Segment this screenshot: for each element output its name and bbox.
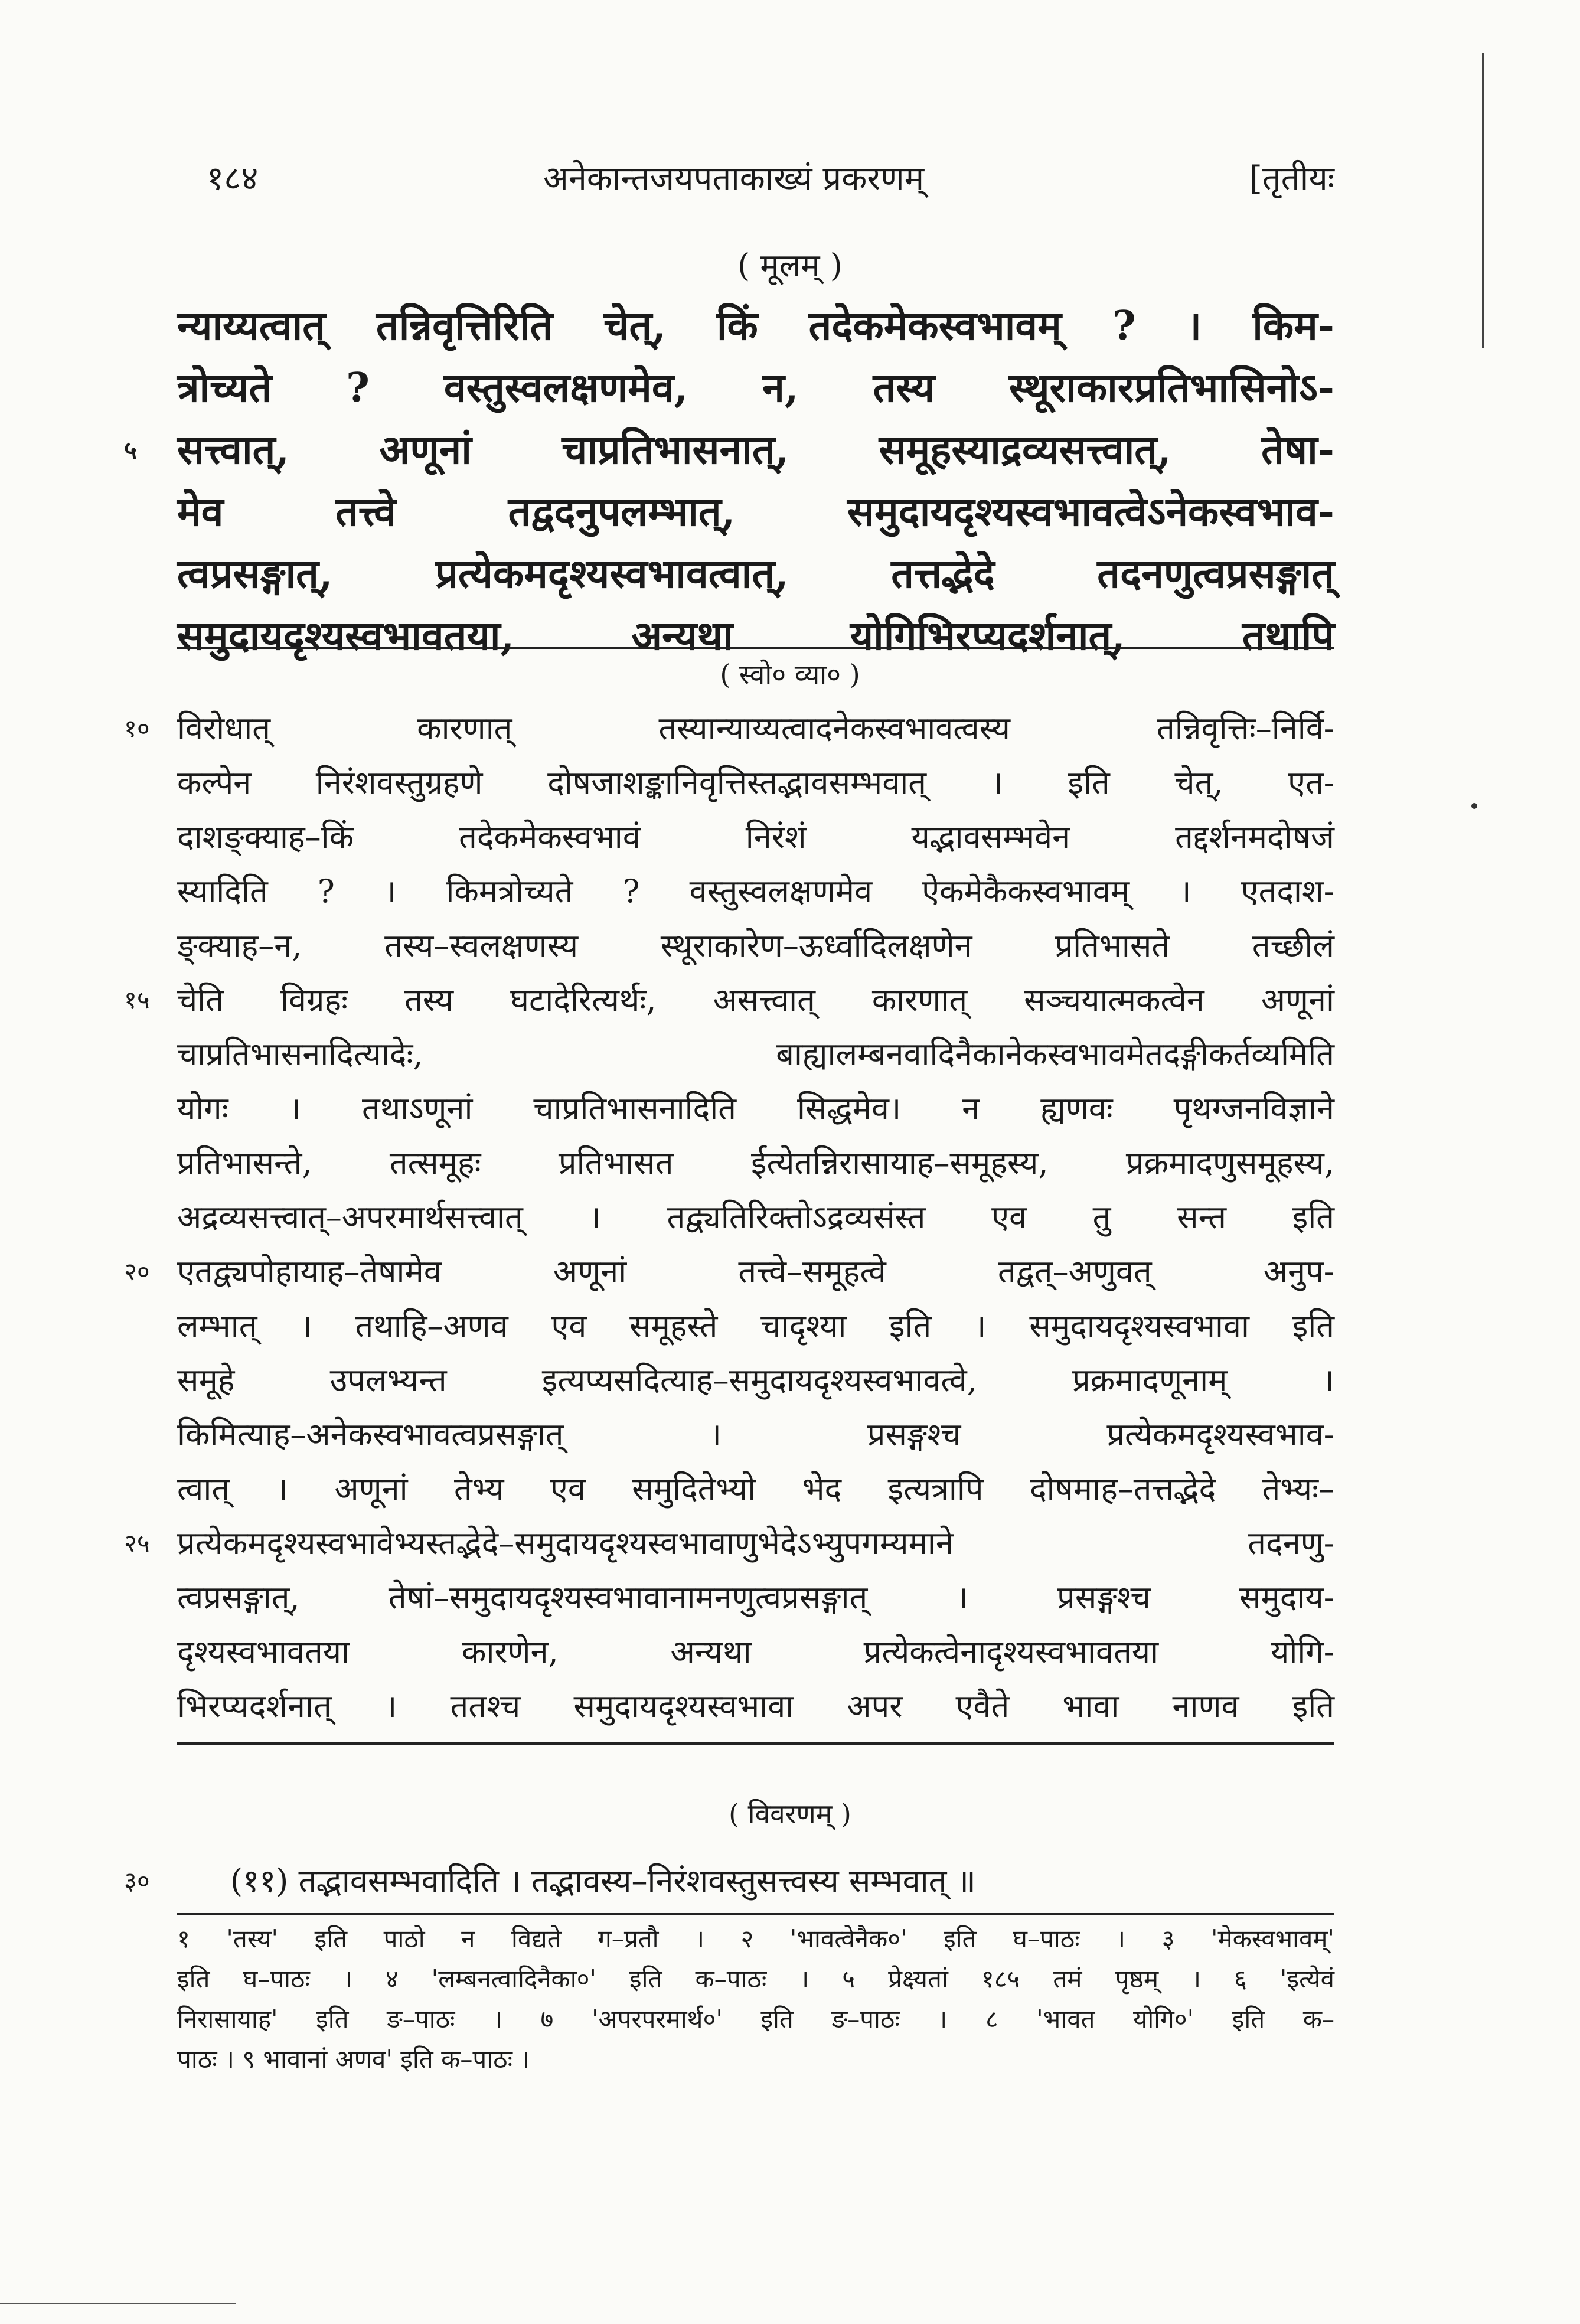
ink-dot [1471, 803, 1477, 809]
mula-line-text: सत्त्वात्, अणूनां चाप्रतिभासनात्, समूहस्याद्रव्यसत्त्वात्, तेषा- [177, 426, 1334, 474]
commentary-line: दृश्यस्वभावतया कारणेन, अन्यथा प्रत्येकत्वेनादृश्यस्वभावतया योगि- [177, 1633, 1334, 1670]
footnotes [177, 1919, 1334, 2080]
commentary-line [124, 1516, 1334, 1571]
commentary-line: त्वप्रसङ्गात्, तेषां–समुदायदृश्यस्वभावानामनणुत्वप्रसङ्गात् । प्रसङ्गश्च समुदाय- [177, 1579, 1334, 1616]
line-number: १५ [124, 985, 150, 1014]
commentary-line: चाप्रतिभासनादित्यादेः, बाह्यालम्बनवादिनैकानेकस्वभावमेतदङ्गीकर्तव्यमिति [177, 1036, 1334, 1073]
commentary-line: अद्रव्यसत्त्वात्–अपरमार्थसत्त्वात् । तद्व्यतिरिक्तोऽद्रव्यसंस्त एव तु सन्त इति [177, 1199, 1334, 1236]
commentary-line: भिरप्यदर्शनात् । ततश्च समुदायदृश्यस्वभावा अपर एवैते भावा नाणव इति [177, 1687, 1334, 1725]
line-number: ३० [124, 1866, 150, 1895]
line-number: २० [124, 1257, 150, 1286]
commentary-line-text: चेति विग्रहः तस्य घटादेरित्यर्थः, असत्त्वात् कारणात् सञ्चयात्मकत्वेन अणूनां [177, 981, 1334, 1019]
footnote-line: इति घ–पाठः । ४ 'लम्बनत्वादिनैका०' इति क–पाठः । ५ प्रेक्ष्यतां १८५ तमं पृष्ठम् । ६ 'इत्येवं [177, 1964, 1334, 1993]
commentary-line: ङ्क्याह–न, तस्य–स्वलक्षणस्य स्थूराकारेण–ऊर्ध्वादिलक्षणेन प्रतिभासते तच्छीलं [177, 927, 1334, 964]
commentary-line: योगः । तथाऽणूनां चाप्रतिभासनादिति सिद्धमेव। न ह्यणवः पृथग्जनविज्ञाने [177, 1090, 1334, 1127]
line-number: १० [124, 714, 150, 743]
line-number: २५ [124, 1529, 150, 1558]
vivarana-line [124, 1854, 1334, 1908]
footnote-line: निरासायाह' इति ङ–पाठः । ७ 'अपरपरमार्थ०' इति ङ–पाठः । ८ 'भावत योगि०' इति क– [177, 2005, 1334, 2034]
commentary-line: कल्पेन निरंशवस्तुग्रहणे दोषजाशङ्कानिवृत्तिस्तद्भावसम्भवात् । इति चेत्, एत- [177, 764, 1334, 801]
commentary-line: समूहे उपलभ्यन्त इत्यप्यसदित्याह–समुदायदृश्यस्वभावत्वे, प्रक्रमादणूनाम् । [177, 1362, 1334, 1399]
commentary-line-text: प्रत्येकमदृश्यस्वभावेभ्यस्तद्भेदे–समुदायदृश्यस्वभावाणुभेदेऽभ्युपगम्यमाने तदनणु- [177, 1525, 1334, 1562]
mula-heading: ( मूलम् ) [737, 247, 843, 284]
footnote-line: पाठः । ९ भावानां अणव' इति क–पाठः । [177, 2045, 530, 2074]
page-edge-mark [1482, 53, 1484, 348]
vivarana-text [124, 1854, 1334, 1908]
mula-line: न्याय्यत्वात् तन्निवृत्तिरिति चेत्, किं तदेकमेकस्वभावम् ? । किम- [177, 302, 1334, 350]
footnote-line: १ 'तस्य' इति पाठो न विद्यते ग–प्रतौ । २ 'भावत्वेनैक०' इति घ–पाठः । ३ 'मेकस्वभावम्' [177, 1924, 1334, 1953]
commentary-line-text: विरोधात् कारणात् तस्यान्याय्यत्वादनेकस्वभावत्वस्य तन्निवृत्तिः–निर्वि- [177, 710, 1334, 747]
scan-edge-line [0, 2303, 236, 2304]
book-title: अनेकान्तजयपताकाख्यं प्रकरणम् [543, 159, 925, 198]
commentary-line-text: एतद्व्यपोहायाह–तेषामेव अणूनां तत्त्वे–समूहत्वे तद्वत्–अणुवत् अनुप- [177, 1253, 1334, 1290]
chapter-label: [तृतीयः [1249, 159, 1334, 198]
mula-bottom-rule [177, 647, 1334, 649]
running-header [177, 155, 1334, 208]
mula-text [124, 295, 1334, 667]
commentary-line [124, 973, 1334, 1027]
commentary-line: किमित्याह–अनेकस्वभावत्वप्रसङ्गात् । प्रसङ्गश्च प्रत्येकमदृश्यस्वभाव- [177, 1416, 1334, 1453]
commentary-heading: ( स्वो० व्या० ) [720, 658, 860, 690]
commentary-line [124, 701, 1334, 756]
line-number: ५ [124, 436, 137, 465]
mula-line: त्वप्रसङ्गात्, प्रत्येकमदृश्यस्वभावत्वात्, तत्तद्भेदे तदनणुत्वप्रसङ्गात् [177, 550, 1334, 598]
mula-line: मेव तत्त्वे तद्वदनुपलम्भात्, समुदायदृश्यस्वभावत्वेऽनेकस्वभाव- [177, 488, 1334, 536]
mula-line: त्रोच्यते ? वस्तुस्वलक्षणमेव, न, तस्य स्थूराकारप्रतिभासिनोऽ- [177, 364, 1334, 412]
mula-line: समुदायदृश्यस्वभावतया, अन्यथा योगिभिरप्यदर्शनात्, तथापि [177, 612, 1334, 660]
commentary-line: स्यादिति ? । किमत्रोच्यते ? वस्तुस्वलक्षणमेव ऐकमेकैकस्वभावम् । एतदाश- [177, 873, 1334, 910]
page-number: १८४ [207, 159, 259, 198]
commentary-line [124, 1245, 1334, 1299]
vivarana-line-text: (११) तद्भावसम्भवादिति । तद्भावस्य–निरंशवस्तुसत्त्वस्य सम्भवात् ॥ [230, 1862, 976, 1899]
commentary-line: त्वात् । अणूनां तेभ्य एव समुदितेभ्यो भेद इत्यत्रापि दोषमाह–तत्तद्भेदे तेभ्यः– [177, 1470, 1334, 1507]
footnote-rule [177, 1913, 1334, 1915]
mula-line [124, 419, 1334, 481]
commentary-bottom-rule [177, 1742, 1334, 1745]
commentary-line: लम्भात् । तथाहि–अणव एव समूहस्ते चादृश्या इति । समुदायदृश्यस्वभावा इति [177, 1307, 1334, 1344]
commentary-line: दाशङ्क्याह–किं तदेकमेकस्वभावं निरंशं यद्भावसम्भवेन तद्दर्शनमदोषजं [177, 818, 1334, 856]
commentary-text [124, 701, 1334, 1734]
commentary-line: प्रतिभासन्ते, तत्समूहः प्रतिभासत ईत्येतन्निरासायाह–समूहस्य, प्रक्रमादणुसमूहस्य, [177, 1144, 1334, 1181]
vivarana-heading: ( विवरणम् ) [729, 1798, 851, 1830]
